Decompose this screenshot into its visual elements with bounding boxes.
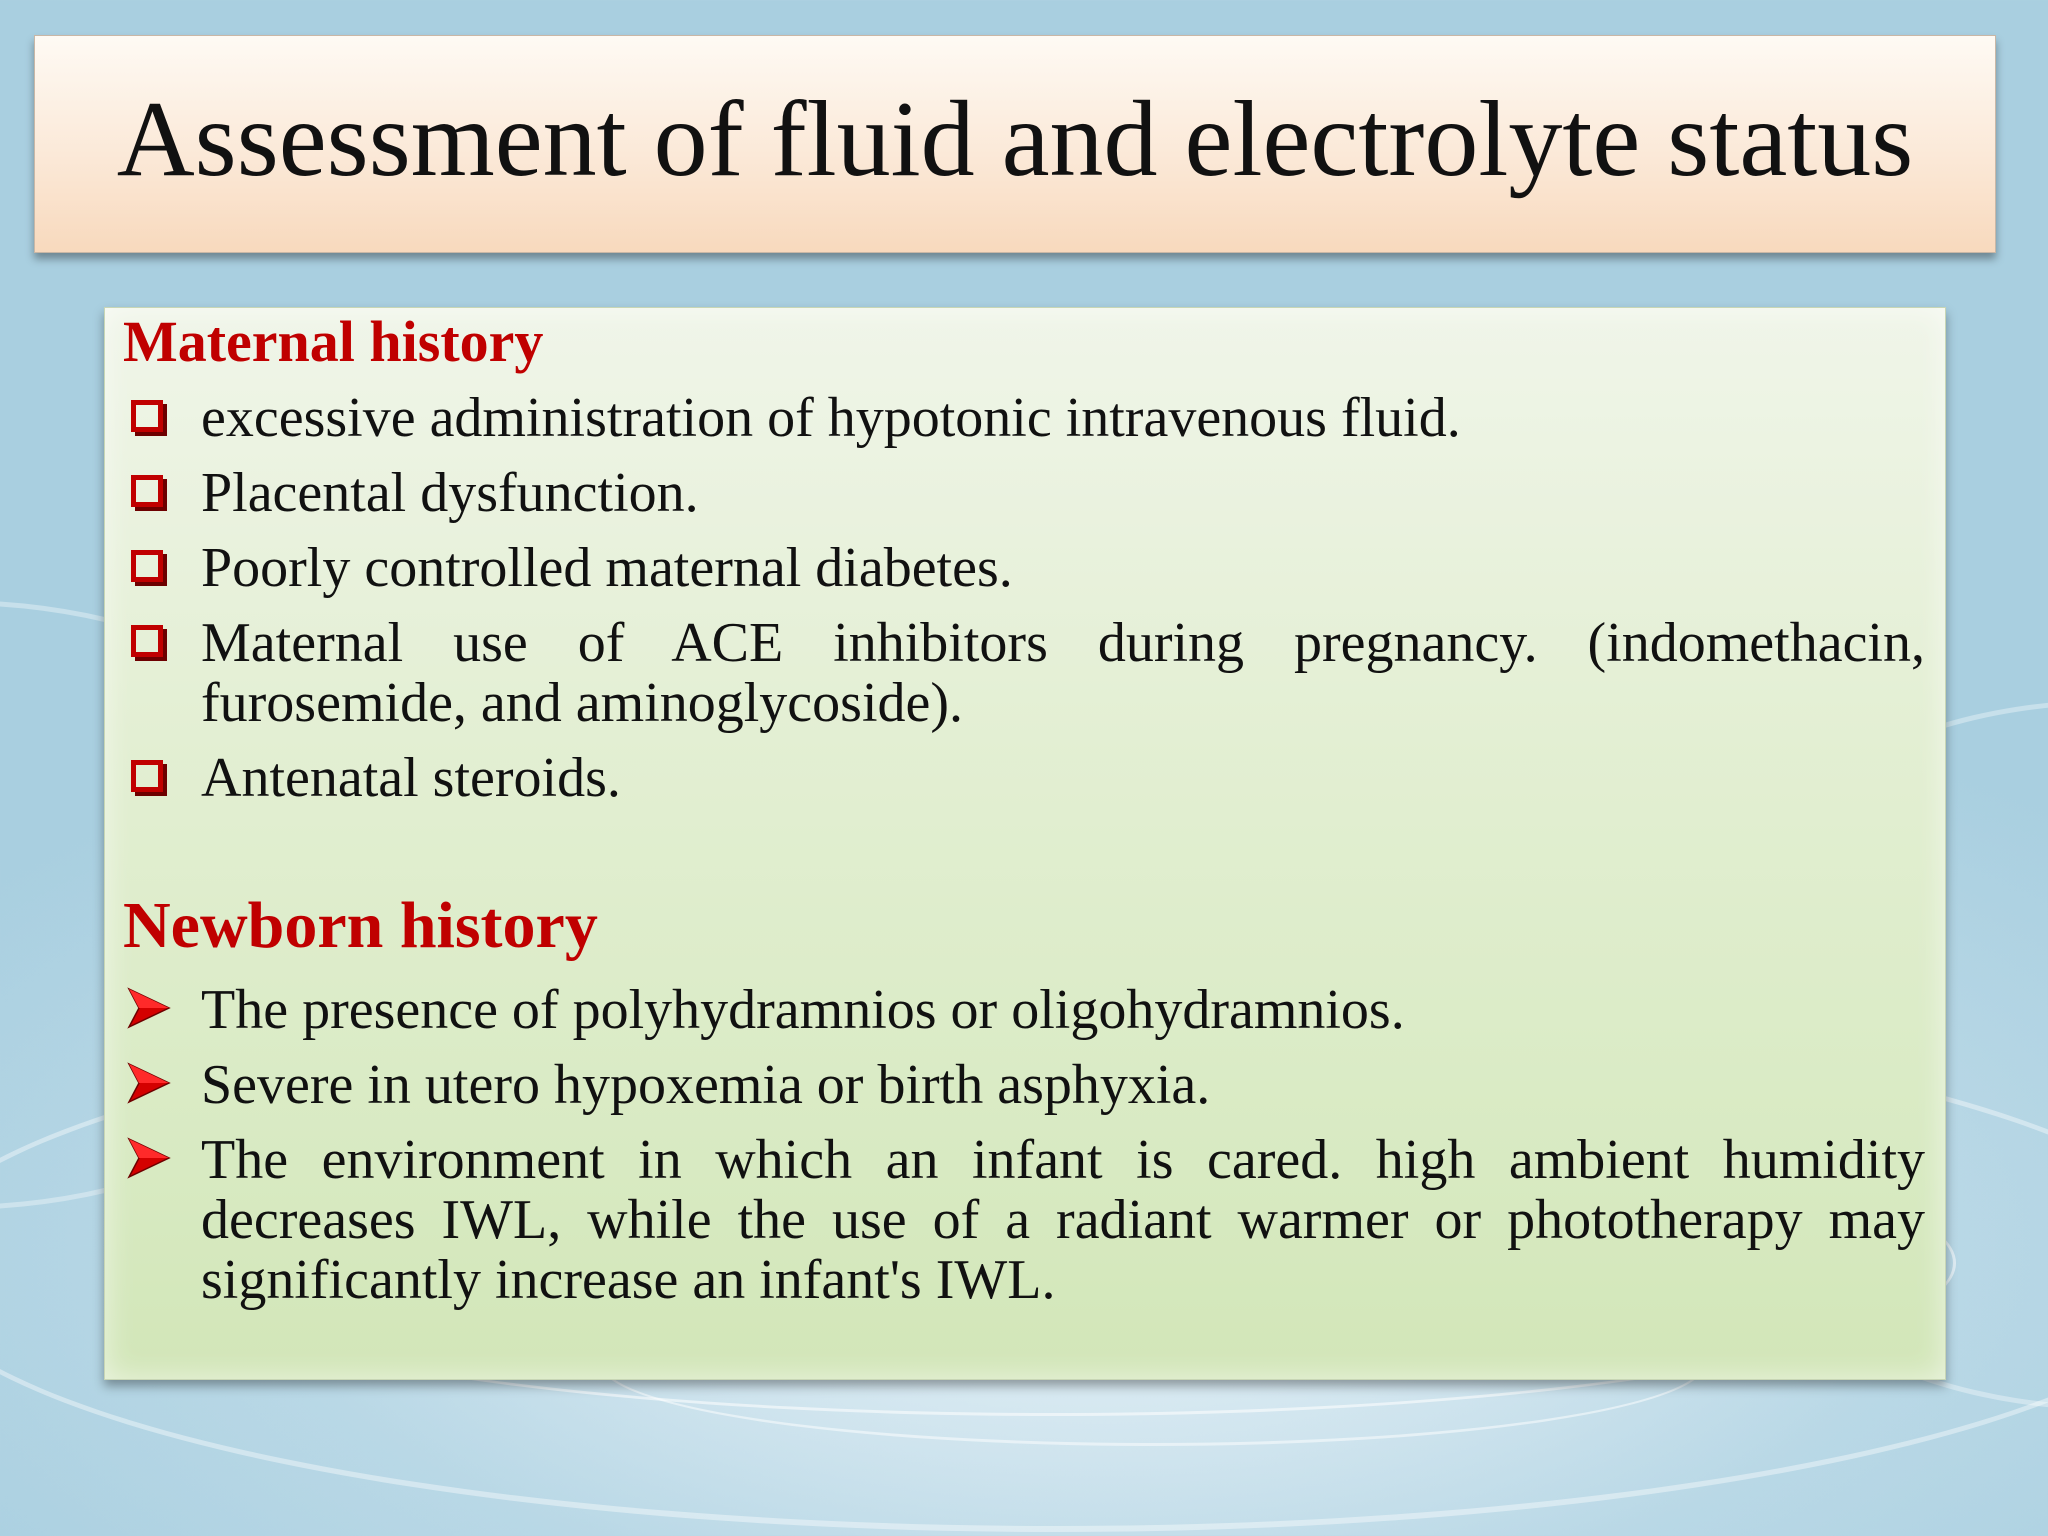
list-item: The presence of polyhydramnios or oligohydramnios.	[105, 980, 1947, 1040]
list-item: Maternal use of ACE inhibitors during pregnancy. (indomethacin, furosemide, and aminoglycoside).	[105, 613, 1947, 733]
arrowhead-icon	[125, 986, 173, 1030]
square-outline-icon	[131, 550, 163, 582]
square-outline-icon	[131, 760, 163, 792]
arrowhead-icon	[125, 1061, 173, 1105]
maternal-history-heading: Maternal history	[123, 309, 544, 374]
square-outline-icon	[131, 400, 163, 432]
list-item: excessive administration of hypotonic intravenous fluid.	[105, 388, 1947, 448]
newborn-history-list	[105, 980, 1947, 1325]
arrowhead-icon	[125, 1136, 173, 1180]
list-item: Poorly controlled maternal diabetes.	[105, 538, 1947, 598]
title-banner	[34, 35, 1996, 253]
square-outline-icon	[131, 475, 163, 507]
slide-title: Assessment of fluid and electrolyte status	[116, 80, 1914, 199]
list-item: The environment in which an infant is cared. high ambient humidity decreases IWL, while the use of a radiant warmer or phototherapy may significantly increase an infant's IWL.	[105, 1130, 1947, 1310]
list-item: Placental dysfunction.	[105, 463, 1947, 523]
newborn-history-heading: Newborn history	[123, 889, 598, 962]
list-item: Antenatal steroids.	[105, 748, 1947, 808]
square-outline-icon	[131, 625, 163, 657]
list-item: Severe in utero hypoxemia or birth asphyxia.	[105, 1055, 1947, 1115]
maternal-history-list	[105, 388, 1947, 823]
content-panel	[104, 307, 1946, 1380]
